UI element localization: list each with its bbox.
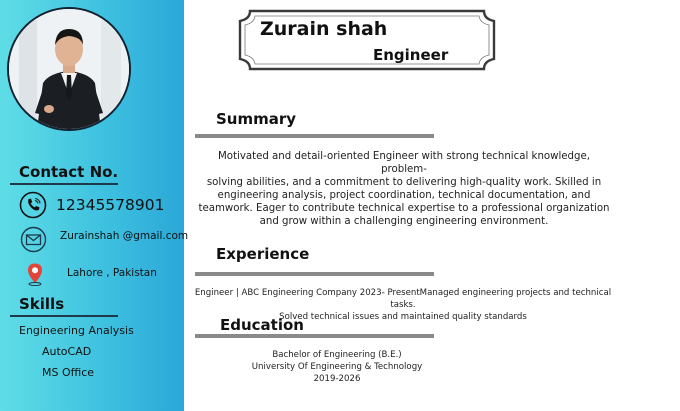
- phone-icon: [19, 191, 47, 223]
- summary-line: and grow within a challenging engineering environment.: [259, 216, 549, 227]
- education-line: University Of Engineering & Technology: [251, 362, 423, 372]
- experience-divider: [195, 272, 434, 276]
- experience-heading: Experience: [216, 245, 310, 263]
- skills-heading-underline: [10, 315, 118, 317]
- person-name: Zurain shah: [260, 18, 388, 40]
- email-address[interactable]: Zurainshah @gmail.com: [60, 230, 189, 242]
- skills-heading: Skills: [19, 295, 65, 313]
- contact-heading: Contact No.: [19, 163, 119, 181]
- phone-number[interactable]: 12345578901: [56, 196, 165, 214]
- summary-line: solving abilities, and a commitment to delivering high-quality work. Skilled in: [206, 177, 602, 188]
- education-line: Bachelor of Engineering (B.E.): [272, 350, 402, 360]
- profile-photo: [7, 7, 131, 131]
- education-text: [236, 349, 438, 385]
- skill-item: MS Office: [42, 366, 95, 379]
- skill-item: AutoCAD: [42, 345, 92, 358]
- summary-heading: Summary: [216, 110, 297, 128]
- summary-line: teamwork. Eager to contribute technical expertise to a professional organization: [198, 203, 610, 214]
- summary-line: engineering analysis, project coordination, technical documentation, and: [217, 190, 591, 201]
- contact-heading-underline: [10, 183, 118, 185]
- location-pin-icon: [25, 262, 45, 290]
- location: Lahore , Pakistan: [67, 267, 157, 279]
- education-divider: [195, 334, 434, 338]
- summary-text: [194, 150, 614, 228]
- experience-line: Engineer | ABC Engineering Company 2023- PresentManaged engineering projects and technical tasks.: [194, 288, 612, 310]
- experience-line: Solved technical issues and maintained quality standards: [279, 312, 527, 322]
- profile-photo-icon: [9, 9, 129, 129]
- job-title: Engineer: [373, 46, 449, 64]
- summary-divider: [195, 134, 434, 138]
- education-line: 2019-2026: [313, 374, 361, 384]
- skill-item: Engineering Analysis: [19, 324, 134, 337]
- mail-icon: [20, 226, 47, 257]
- summary-line: Motivated and detail-oriented Engineer with strong technical knowledge, problem-: [217, 151, 591, 175]
- education-heading: Education: [220, 316, 304, 334]
